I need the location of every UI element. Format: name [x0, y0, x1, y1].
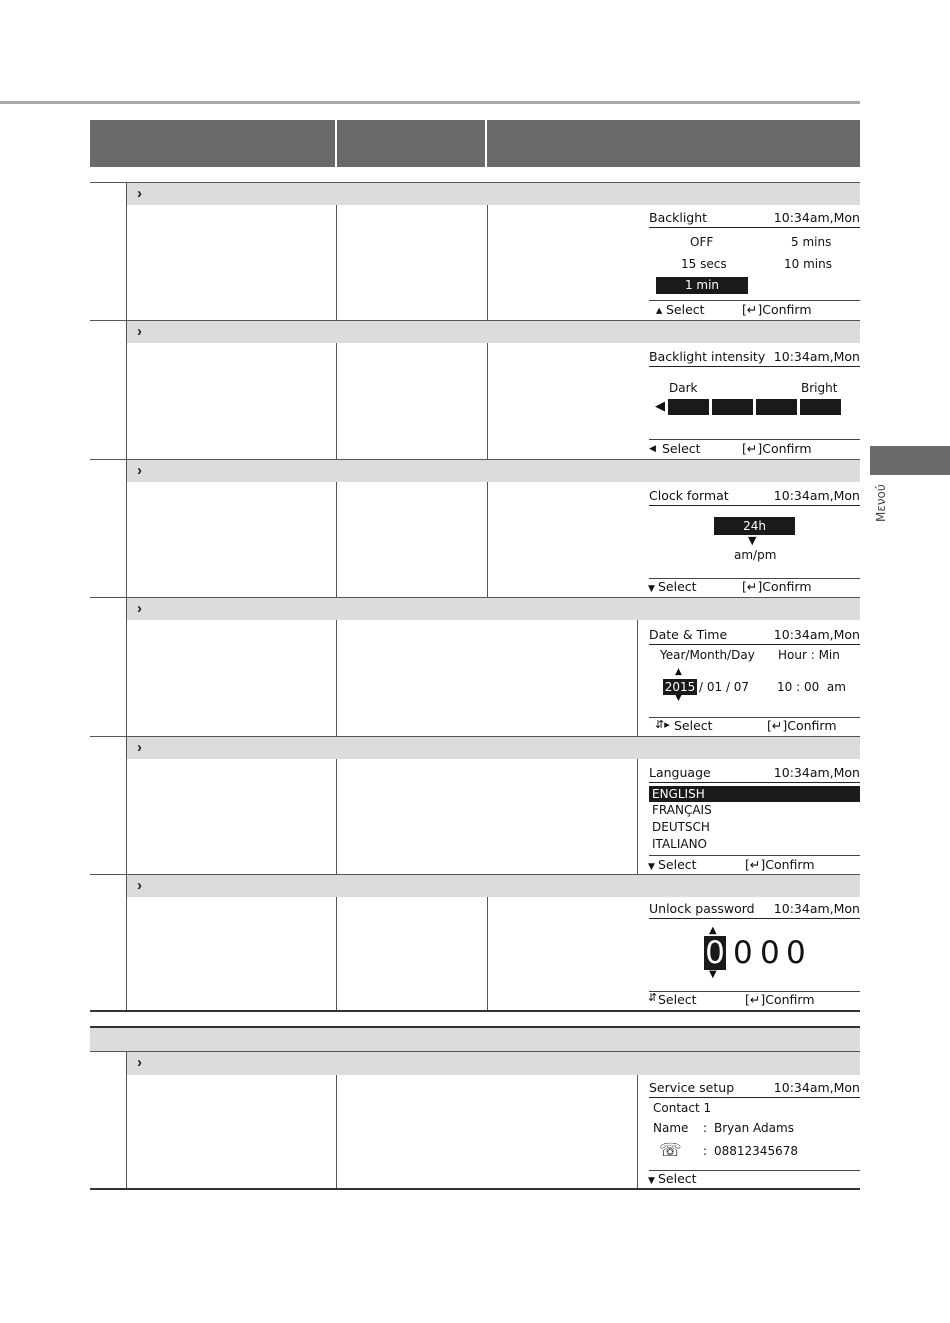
- chevron-right-icon: ›: [137, 600, 142, 617]
- contact-label: Contact 1: [653, 1101, 712, 1115]
- cell-line: [637, 759, 638, 874]
- dark-label: Dark: [669, 381, 698, 395]
- option-24h-selected[interactable]: [714, 517, 795, 535]
- section-title-bar: [90, 1028, 860, 1051]
- triangle-down-icon: ▼: [648, 584, 655, 594]
- section-header-bar[interactable]: [127, 875, 860, 897]
- cell-line: [487, 897, 488, 1010]
- cell-line: [637, 1075, 638, 1188]
- chevron-right-icon: ›: [137, 739, 142, 756]
- section-header-bar[interactable]: [127, 1052, 860, 1075]
- triangle-up-icon: ▲: [675, 667, 682, 677]
- chapter-tab[interactable]: [870, 446, 950, 475]
- name-label: Name: [653, 1121, 689, 1135]
- table-header-col-2: [337, 120, 485, 167]
- password-digit-selected[interactable]: [704, 936, 726, 970]
- footer-select: Select: [666, 302, 705, 317]
- password-digit: 0: [705, 935, 725, 971]
- telephone-icon: ☏: [659, 1140, 682, 1161]
- footer-confirm: [↵]Confirm: [745, 992, 815, 1007]
- lcd-title-bar: [649, 210, 860, 228]
- lcd-clock: 10:34am,Mon: [773, 210, 860, 225]
- footer-confirm: [↵]Confirm: [742, 579, 812, 594]
- language-item[interactable]: FRANÇAIS: [652, 803, 712, 817]
- cell-line: [336, 343, 337, 459]
- bright-label: Bright: [801, 381, 838, 395]
- cell-line: [336, 1075, 337, 1188]
- triangle-up-icon: ▴: [656, 302, 663, 317]
- lcd-title-bar: [649, 765, 860, 783]
- lcd-clock: 10:34am,Mon: [773, 349, 860, 364]
- triangle-up-icon: ▲: [709, 925, 717, 936]
- lcd-clock: 10:34am,Mon: [773, 901, 860, 916]
- footer-confirm: [↵]Confirm: [745, 857, 815, 872]
- updown-leftright-icon: ⇵▸: [655, 718, 670, 731]
- option-off[interactable]: OFF: [690, 235, 714, 249]
- section-header-bar[interactable]: [127, 598, 860, 620]
- lcd-clock: 10:34am,Mon: [773, 488, 860, 503]
- chevron-right-icon: ›: [137, 1054, 142, 1071]
- time-value[interactable]: 10 : 00 am: [777, 680, 846, 694]
- cell-line: [126, 1052, 127, 1188]
- chevron-right-icon: ›: [137, 462, 142, 479]
- lcd-title: Unlock password: [649, 901, 755, 916]
- cell-line: [637, 620, 638, 736]
- lcd-title: Language: [649, 765, 711, 780]
- footer-confirm: [↵]Confirm: [767, 718, 837, 733]
- cell-line: [336, 897, 337, 1010]
- lcd-title-bar: [649, 1080, 860, 1098]
- option-24h-label: 24h: [743, 519, 766, 533]
- triangle-down-icon: ▼: [648, 1176, 655, 1186]
- language-item[interactable]: DEUTSCH: [652, 820, 710, 834]
- option-15-secs[interactable]: 15 secs: [681, 257, 727, 271]
- name-value: Bryan Adams: [714, 1121, 794, 1135]
- cell-line: [336, 482, 337, 597]
- table-bottom-rule: [90, 1188, 860, 1190]
- footer-confirm: [↵]Confirm: [742, 302, 812, 317]
- intensity-segment: [712, 399, 753, 415]
- date-header: Year/Month/Day: [660, 648, 755, 662]
- section-header-bar[interactable]: [127, 737, 860, 759]
- chevron-right-icon: ›: [137, 185, 142, 202]
- triangle-left-icon: ◀: [649, 444, 656, 454]
- footer-confirm: [↵]Confirm: [742, 441, 812, 456]
- lcd-title: Backlight: [649, 210, 708, 225]
- lcd-footer-rule: [649, 300, 860, 301]
- triangle-down-icon: ▼: [675, 693, 682, 703]
- lcd-title-bar: [649, 349, 860, 367]
- password-digit[interactable]: 0: [786, 935, 806, 971]
- date-rest[interactable]: / 01 / 07: [699, 680, 750, 694]
- phone-value: 08812345678: [714, 1144, 798, 1158]
- lcd-title-bar: [649, 627, 860, 645]
- footer-select: Select: [674, 718, 713, 733]
- intensity-segment: [668, 399, 709, 415]
- intensity-bar[interactable]: [668, 399, 841, 415]
- lcd-footer-rule: [649, 855, 860, 856]
- footer-select: Select: [658, 1171, 697, 1186]
- footer-select: Select: [658, 857, 697, 872]
- chevron-right-icon: ›: [137, 877, 142, 894]
- lcd-title-bar: [649, 901, 860, 919]
- cell-line: [336, 759, 337, 874]
- intensity-segment: [756, 399, 797, 415]
- lcd-title: Backlight intensity: [649, 349, 766, 364]
- lcd-clock: 10:34am,Mon: [773, 765, 860, 780]
- language-item-selected[interactable]: [649, 786, 860, 802]
- option-1-min-label: 1 min: [684, 278, 720, 292]
- section-header-bar[interactable]: [127, 460, 860, 482]
- triangle-left-icon[interactable]: ◀: [655, 399, 665, 414]
- lcd-title-bar: [649, 488, 860, 506]
- language-item[interactable]: ITALIANO: [652, 837, 708, 851]
- section-header-bar[interactable]: [127, 183, 860, 205]
- lcd-clock: 10:34am,Mon: [773, 627, 860, 642]
- lcd-title: Date & Time: [649, 627, 728, 642]
- triangle-down-icon: ▼: [709, 969, 717, 980]
- table-bottom-rule: [90, 1010, 860, 1012]
- page-top-rule: [0, 101, 860, 104]
- cell-line: [336, 205, 337, 320]
- footer-select: Select: [658, 992, 697, 1007]
- language-label: ENGLISH: [652, 787, 705, 801]
- triangle-down-icon: ▼: [748, 534, 757, 547]
- option-10-mins[interactable]: 10 mins: [784, 257, 832, 271]
- intensity-segment: [800, 399, 841, 415]
- lcd-title: Service setup: [649, 1080, 735, 1095]
- footer-select: Select: [658, 579, 697, 594]
- updown-icon: ⇵: [648, 991, 658, 1004]
- table-header-col-3: [487, 120, 860, 167]
- triangle-down-icon: ▼: [648, 862, 655, 872]
- time-header: Hour : Min: [778, 648, 840, 662]
- footer-select: Select: [662, 441, 701, 456]
- option-1-min-selected[interactable]: [656, 277, 748, 294]
- chapter-tab-label: Μενού: [874, 484, 888, 522]
- lcd-title: Clock format: [649, 488, 729, 503]
- separator: :: [703, 1144, 708, 1158]
- separator: :: [703, 1121, 708, 1135]
- table-header-col-1: [90, 120, 335, 167]
- password-digit[interactable]: 0: [760, 935, 780, 971]
- cell-line: [487, 343, 488, 459]
- lcd-clock: 10:34am,Mon: [773, 1080, 860, 1095]
- cell-line: [126, 183, 127, 1010]
- password-digit[interactable]: 0: [733, 935, 753, 971]
- cell-line: [487, 482, 488, 597]
- option-5-mins[interactable]: 5 mins: [791, 235, 832, 249]
- cell-line: [487, 205, 488, 320]
- year-value: 2015: [664, 680, 696, 694]
- cell-line: [336, 620, 337, 736]
- chevron-right-icon: ›: [137, 323, 142, 340]
- lcd-footer-rule: [649, 439, 860, 440]
- option-ampm[interactable]: am/pm: [734, 548, 777, 562]
- section-header-bar[interactable]: [127, 321, 860, 343]
